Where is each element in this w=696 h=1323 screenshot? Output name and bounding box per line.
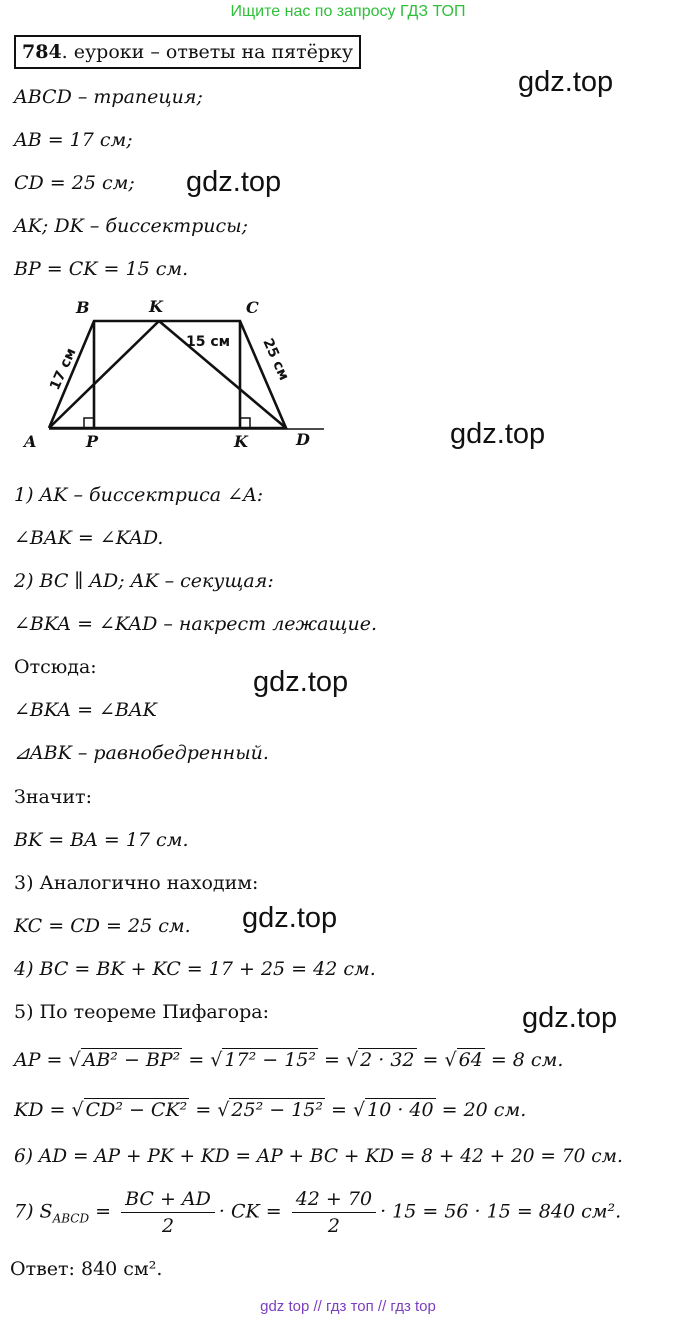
task-title: . еуроки – ответы на пятёрку: [61, 41, 354, 63]
vertex-label: P: [86, 432, 99, 451]
given-line: CD = 25 см;: [14, 172, 135, 194]
footer-links[interactable]: gdz top // гдз топ // гдз top: [260, 1298, 436, 1315]
task-number: 784: [22, 41, 62, 63]
solution-line: Значит:: [14, 786, 92, 808]
solution-line: 5) По теореме Пифагора:: [14, 1001, 269, 1023]
solution-line: 1) AK – биссектриса ∠A:: [14, 484, 264, 506]
vertex-label: A: [24, 432, 37, 451]
solution-line: 2) BC ∥ AD; AK – секущая:: [14, 570, 274, 592]
solution-line: Отсюда:: [14, 656, 97, 678]
solution-line: ∠BKA = ∠KAD – накрест лежащие.: [14, 613, 378, 635]
vertex-label: K: [149, 297, 163, 316]
watermark: gdz.top: [518, 66, 614, 98]
formula-area: 7) $S_{ABCD}$ = $\frac{BC + AD}{2}$ · CK = $\frac{42 + 70}{2}$ · 15 = 56 · 15 = 840 см².: [14, 1188, 622, 1237]
watermark: gdz.top: [186, 166, 282, 198]
vertex-label: C: [246, 298, 259, 317]
solution-line: KC = CD = 25 см.: [14, 915, 191, 937]
trapezoid-figure: [14, 293, 326, 453]
solution-line: 3) Аналогично находим:: [14, 872, 259, 894]
solution-line: 4) BC = BK + KC = 17 + 25 = 42 см.: [14, 958, 376, 980]
watermark: gdz.top: [242, 902, 338, 934]
side-label-ab: 17 см: [47, 345, 80, 393]
given-line: BP = CK = 15 см.: [14, 258, 189, 280]
given-line: ABCD – трапеция;: [14, 86, 203, 108]
vertex-label: D: [296, 430, 310, 449]
watermark: gdz.top: [253, 666, 349, 698]
vertex-label: B: [76, 298, 90, 317]
vertex-label: K: [234, 432, 248, 451]
formula-ap: AP = √ AB² − BP² = √ 17² − 15² = √ 2 · 32 = √ 64 = 8 см.: [14, 1049, 564, 1071]
solution-line: BK = BA = 17 см.: [14, 829, 189, 851]
answer-line: Ответ: 840 см².: [10, 1258, 163, 1280]
solution-line: ⊿ABK – равнобедренный.: [14, 742, 269, 764]
given-line: AK; DK – биссектрисы;: [14, 215, 249, 237]
formula-kd: KD = √ CD² − CK² = √ 25² − 15² = √ 10 · 40 = 20 см.: [14, 1099, 527, 1121]
side-label-ck: 15 см: [186, 334, 231, 350]
watermark: gdz.top: [450, 418, 546, 450]
formula-ad: 6) AD = AP + PK + KD = AP + BC + KD = 8 + 42 + 20 = 70 см.: [14, 1146, 623, 1167]
given-line: AB = 17 см;: [14, 129, 133, 151]
task-header: [14, 35, 361, 69]
solution-line: ∠BKA = ∠BAK: [14, 699, 157, 721]
solution-line: ∠BAK = ∠KAD.: [14, 527, 164, 549]
search-hint-link[interactable]: Ищите нас по запросу ГДЗ ТОП: [230, 3, 466, 20]
side-label-cd: 25 см: [259, 336, 292, 383]
watermark: gdz.top: [522, 1002, 618, 1034]
